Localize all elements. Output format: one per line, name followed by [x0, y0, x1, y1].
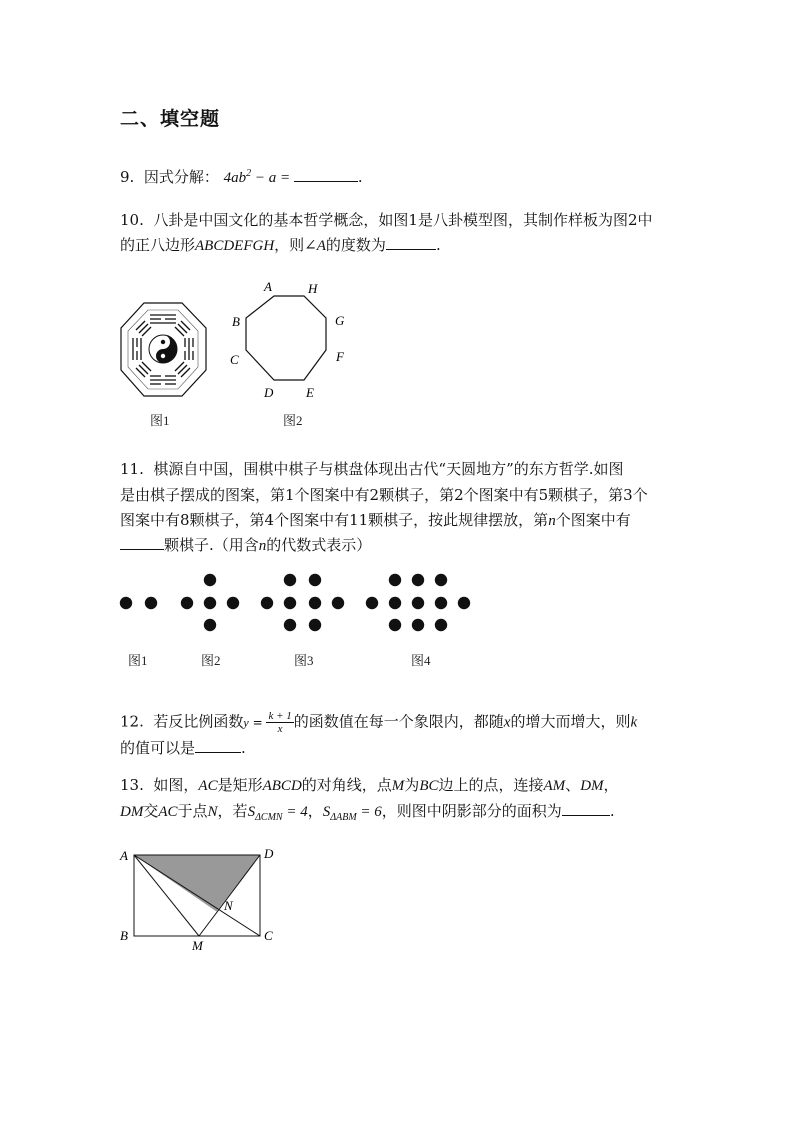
octagon-figure — [224, 278, 354, 402]
vertex-E: E — [306, 385, 314, 400]
yin-yang-icon — [149, 335, 177, 363]
point-N: N — [224, 898, 233, 913]
q13-answer-blank[interactable] — [562, 801, 610, 816]
pattern-1 — [120, 597, 157, 609]
q9-expr: $4ab^2 - a$ = — [223, 168, 294, 186]
question-11-line4: 颗棋子.（用含n的代数式表示） — [120, 535, 371, 556]
q9-text: 因式分解： — [143, 168, 219, 186]
question-13-line1: 13. 如图，AC是矩形ABCD的对角线，点M为BC边上的点，连接AM、DM， — [120, 776, 619, 794]
shaded-region — [134, 855, 260, 912]
vertex-F: F — [336, 349, 344, 364]
q11-number: 11. — [120, 460, 144, 478]
q10-caption-2: 图2 — [283, 413, 303, 428]
vertex-A: A — [264, 279, 272, 294]
vertex-B: B — [232, 314, 240, 329]
q12-answer-blank[interactable] — [195, 738, 241, 753]
q10-answer-blank[interactable] — [386, 235, 436, 250]
pattern-4 — [366, 574, 470, 631]
point-C: C — [264, 928, 273, 943]
q11-caption-3: 图3 — [294, 653, 314, 668]
vertex-H: H — [308, 281, 318, 296]
question-12-line1: 12. 若反比例函数y = $\frac{k + 1}{x}$ 的函数值在每一个象限内，都随x的增大而增大，则k — [120, 710, 638, 735]
q12-fraction: $\frac{k + 1}{x}$ — [268, 710, 292, 735]
q11-caption-4: 图4 — [411, 653, 431, 668]
point-M: M — [192, 938, 203, 953]
bagua-figure — [118, 300, 208, 404]
vertex-D: D — [264, 385, 274, 400]
question-13-line2: DM交AC于点N，若$S_{\Delta CMN} = 4$，$S_{\Delta ABM} = 6$，则图中阴影部分的面积为 . — [120, 802, 615, 823]
q9-number: 9. — [120, 168, 135, 186]
section-title: 二、填空题 — [120, 108, 221, 130]
pattern-2 — [181, 574, 239, 631]
question-11-line1: 11. 棋源自中国，围棋中棋子与棋盘体现出古代“天圆地方”的东方哲学.如图 — [120, 460, 624, 478]
q13-number: 13. — [120, 776, 144, 794]
q11-answer-blank[interactable] — [120, 535, 164, 550]
q11-caption-2: 图2 — [201, 653, 221, 668]
vertex-C: C — [230, 352, 239, 367]
point-B: B — [120, 928, 128, 943]
q9-answer-blank[interactable] — [294, 167, 358, 182]
pattern-3 — [261, 574, 344, 631]
point-D: D — [264, 846, 274, 861]
rectangle-figure — [116, 842, 286, 954]
question-11-line3: 图案中有8颗棋子，第4个图案中有11颗棋子，按此规律摆放，第n个图案中有 — [120, 511, 631, 529]
question-11-line2: 是由棋子摆成的图案，第1个图案中有2颗棋子，第2个图案中有5颗棋子，第3个 — [120, 486, 648, 504]
q10-caption-1: 图1 — [150, 413, 170, 428]
question-12-line2: 的值可以是 . — [120, 739, 246, 757]
q12-number: 12. — [120, 712, 144, 731]
vertex-G: G — [335, 313, 345, 328]
question-9: 9. 因式分解： $4ab^2 - a$ = . — [120, 168, 363, 186]
q11-caption-1: 图1 — [128, 653, 148, 668]
question-10-line2: 的正八边形ABCDEFGH，则∠A的度数为 . — [120, 236, 441, 254]
point-A: A — [120, 848, 128, 863]
q10-number: 10. — [120, 211, 144, 229]
question-10-line1: 10. 八卦是中国文化的基本哲学概念，如图1是八卦模型图，其制作样板为图2中 — [120, 211, 653, 229]
dot-patterns-figure — [112, 568, 482, 640]
